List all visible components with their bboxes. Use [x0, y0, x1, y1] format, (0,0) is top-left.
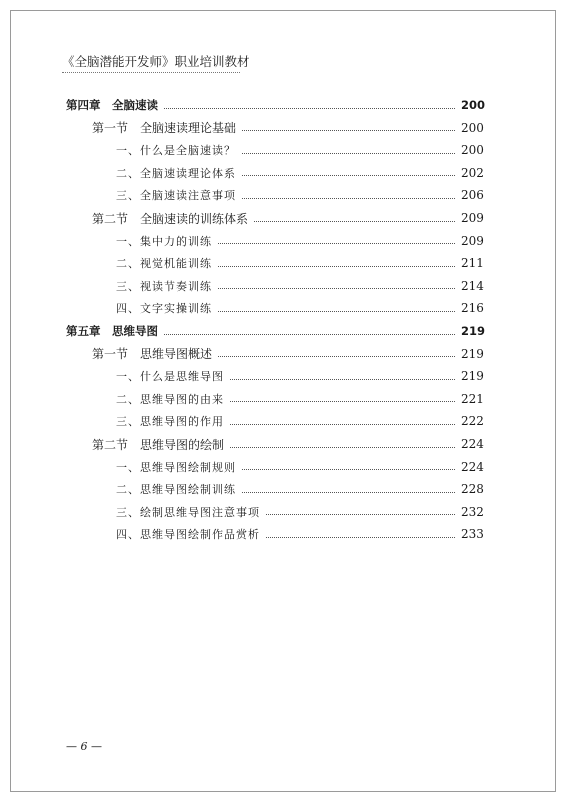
toc-entry-label: 四、思维导图绘制作品赏析 — [116, 528, 260, 542]
toc-entry-item — [116, 367, 483, 385]
page-number: — 6 — — [66, 740, 102, 753]
dot-leader — [218, 243, 455, 244]
toc-entry-chapter — [66, 96, 486, 114]
toc-entry-page: 233 — [461, 527, 484, 542]
toc-entry-item — [116, 412, 483, 430]
toc-entry-item — [116, 186, 483, 204]
toc-entry-item — [116, 503, 483, 521]
toc-entry-label: 第一节 全脑速读理论基础 — [92, 121, 237, 136]
toc-entry-page: 202 — [461, 165, 484, 180]
toc-entry-label: 三、视读节奏训练 — [116, 279, 212, 293]
toc-entry-label: 三、思维导图的作用 — [116, 415, 224, 429]
toc-entry-page: 219 — [461, 369, 484, 384]
running-header: 《全脑潜能开发师》职业培训教材 — [62, 54, 250, 69]
toc-entry-page: 206 — [461, 188, 484, 203]
toc-entry-page: 222 — [461, 414, 484, 429]
toc-entry-item — [116, 458, 483, 476]
toc-entry-page: 228 — [461, 482, 484, 497]
toc-entry-chapter — [66, 322, 486, 340]
toc-entry-page: 224 — [461, 437, 484, 451]
toc-entry-label: 三、全脑速读注意事项 — [116, 189, 236, 203]
toc-entry-item — [116, 141, 483, 159]
toc-entry-item — [116, 390, 483, 408]
toc-entry-label: 第四章 全脑速读 — [66, 98, 158, 112]
toc-entry-label: 三、绘制思维导图注意事项 — [116, 505, 260, 519]
dot-leader — [218, 356, 455, 357]
toc-entry-page: 200 — [461, 120, 484, 135]
dot-leader — [230, 447, 455, 448]
toc-entry-page: 211 — [461, 256, 484, 271]
toc-entry-item — [116, 480, 483, 498]
dot-leader — [242, 198, 455, 199]
toc-entry-label: 一、集中力的训练 — [116, 234, 212, 248]
dot-leader — [164, 334, 455, 335]
dot-leader — [230, 424, 455, 425]
toc-entry-section — [92, 435, 483, 453]
toc-entry-section — [92, 345, 483, 363]
toc-entry-section — [92, 119, 483, 137]
toc-entry-label: 四、文字实操训练 — [116, 302, 212, 316]
dot-leader — [164, 108, 455, 109]
toc-entry-label: 二、思维导图的由来 — [116, 392, 224, 406]
toc-entry-label: 一、什么是思维导图 — [116, 370, 224, 384]
toc-entry-item — [116, 277, 483, 295]
toc-entry-item — [116, 299, 483, 317]
toc-entry-item — [116, 232, 483, 250]
dot-leader — [242, 153, 455, 154]
toc-entry-item — [116, 525, 483, 543]
toc-entry-page: 209 — [461, 233, 484, 248]
toc-entry-page: 216 — [461, 301, 484, 316]
dot-leader — [242, 130, 455, 131]
toc-entry-label: 二、视觉机能训练 — [116, 257, 212, 271]
toc-entry-page: 200 — [461, 98, 486, 112]
dot-leader — [242, 469, 455, 470]
dot-leader — [218, 288, 455, 289]
toc-entry-page: 200 — [461, 143, 484, 158]
dot-leader — [242, 492, 455, 493]
toc-entry-page: 224 — [461, 459, 484, 474]
header-dotted-rule — [62, 72, 240, 73]
toc-entry-page: 221 — [461, 391, 484, 406]
dot-leader — [218, 266, 455, 267]
toc-entry-label: 第五章 思维导图 — [66, 324, 158, 338]
dot-leader — [230, 401, 455, 402]
dot-leader — [218, 311, 455, 312]
toc-entry-label: 二、全脑速读理论体系 — [116, 166, 236, 180]
toc-entry-label: 二、思维导图绘制训练 — [116, 483, 236, 497]
dot-leader — [254, 221, 455, 222]
toc-entry-page: 219 — [461, 346, 484, 361]
dot-leader — [230, 379, 455, 380]
toc-entry-label: 第一节 思维导图概述 — [92, 347, 213, 362]
toc-entry-label: 第二节 全脑速读的训练体系 — [92, 211, 249, 226]
toc-entry-label: 第二节 思维导图的绘制 — [92, 437, 225, 452]
toc-entry-label: 一、什么是全脑速读？ — [116, 144, 236, 158]
toc-entry-page: 219 — [461, 324, 486, 338]
toc-entry-page: 232 — [461, 504, 484, 519]
dot-leader — [266, 514, 455, 515]
dot-leader — [242, 175, 455, 176]
toc-entry-item — [116, 254, 483, 272]
toc-entry-page: 214 — [461, 278, 484, 293]
toc-entry-section — [92, 209, 483, 227]
toc-entry-item — [116, 164, 483, 182]
toc-entry-page: 209 — [461, 211, 484, 225]
dot-leader — [266, 537, 455, 538]
toc-entry-label: 一、思维导图绘制规则 — [116, 460, 236, 474]
